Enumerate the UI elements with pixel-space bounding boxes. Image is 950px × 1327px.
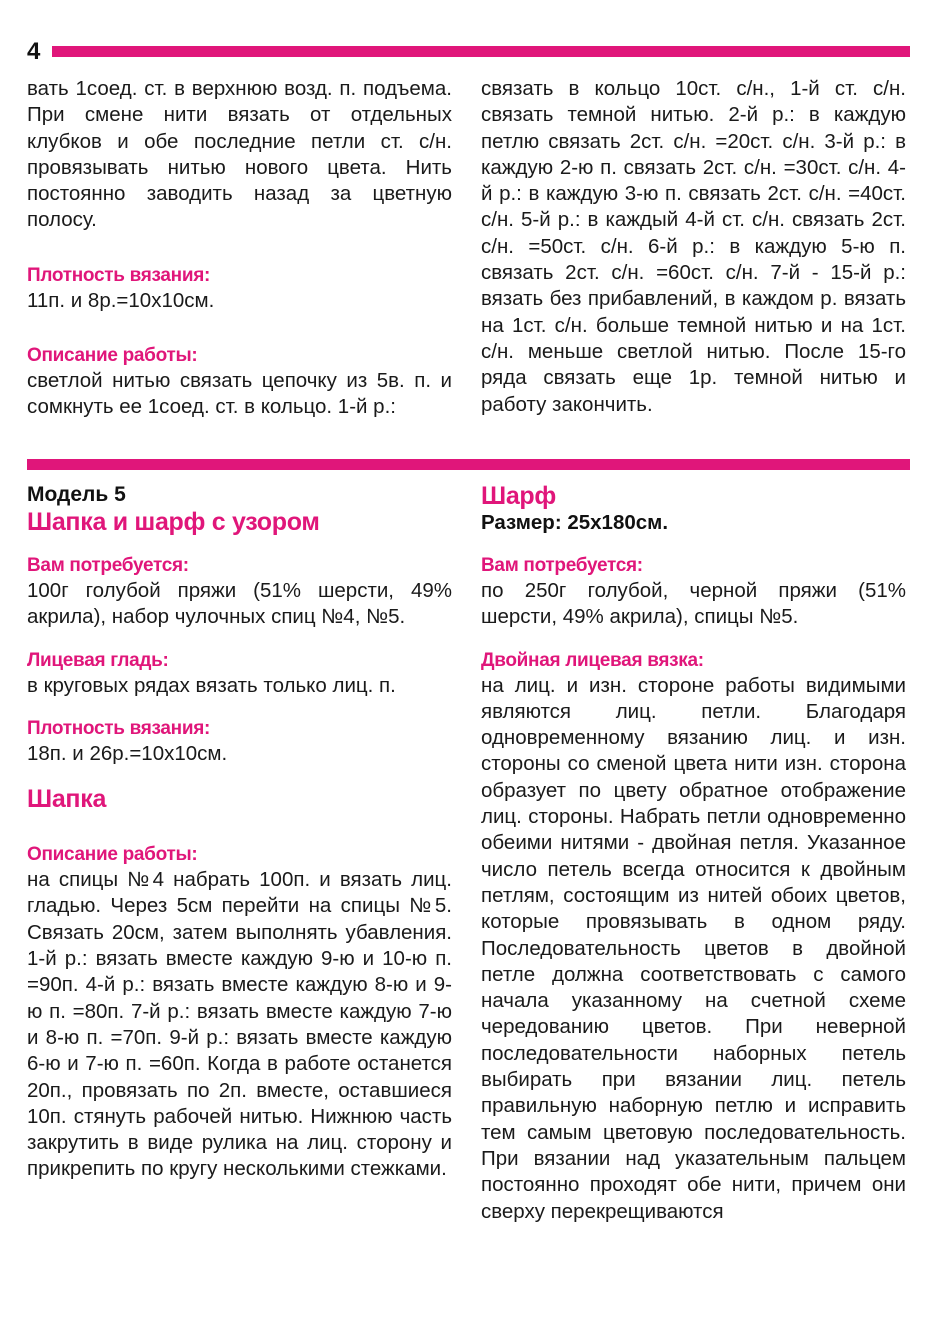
materials-text: по 250г голубой, черной пряжи (51% шерсти, 49% акрила), спицы №5.	[481, 579, 906, 629]
stitch-heading: Лицевая гладь:	[27, 649, 169, 671]
intro-text: вать 1соед. ст. в верхнюю возд. п. подъема. При смене нити вязать от отдельных клубков и обе последние петли ст. с/н. провязывать нитью нового цвета. Нить постоянно заводить назад за цветную полосу.	[27, 77, 452, 232]
density-heading: Плотность вязания:	[27, 264, 211, 286]
materials-text: 100г голубой пряжи (51% шерсти, 49% акрила), набор чулочных спиц №4, №5.	[27, 579, 452, 629]
top-right-column	[481, 76, 906, 418]
density-heading: Плотность вязания:	[27, 717, 211, 739]
bottom-right-column	[481, 482, 906, 1225]
description-heading: Описание работы:	[27, 345, 198, 367]
middle-divider	[27, 459, 910, 470]
top-divider	[52, 46, 910, 57]
description-text: светлой нитью связать цепочку из 5в. п. и сомкнуть ее 1соед. ст. в кольцо. 1-й р.:	[27, 369, 452, 419]
size-text: Размер: 25х180см.	[481, 511, 669, 534]
stitch-heading: Двойная лицевая вязка:	[481, 649, 704, 671]
scarf-heading: Шарф	[481, 482, 556, 510]
top-left-column	[27, 76, 452, 421]
description-text: на спицы №4 набрать 100п. и вязать лиц. гладью. Через 5см перейти на спицы №5. Связать 20см, затем выполнять убавления. 1-й р.: вязать вместе каждую 9-ю и 10-ю п. =90п. 4-й р.: вязать вместе каждую 8-ю и 9-ю п. =80п. 7-й р.: вязать вместе каждую 7-ю и 8-ю п. =70п. 9-й р.: вязать вместе каждую 6-ю и 7-ю п. =60п. Когда в работе останется 20п., провязать по 2п. вместе, оставшиеся 10п. стянуть рабочей нитью. Нижнюю часть закрутить в виде рулика на лиц. сторону и прикрепить по кругу несколькими стежками.	[27, 868, 452, 1181]
model-title: Шапка и шарф с узором	[27, 508, 320, 536]
stitch-text: на лиц. и изн. стороне работы видимыми являются лиц. петли. Благодаря одновременному вязанию лиц. и изн. стороны со сменой цвета нити изн. сторона образует по цвету обратное отображение лиц. стороны. Набрать петли одновременно обеими нитями - двойная петля. Указанное число петель всегда относится к двойным петлям, состоящим из нитей обоих цветов, которые провязывать в одном ряду. Последовательность цветов в двойной петле должна соответствовать с самого начала указанному на счетной схеме чередованию цветов. При неверной последовательности наборных петель выбирать при вязании лиц. петель правильную наборную петлю и исправить тем самым цветовую последовательность. При вязании над указательным пальцем постоянно проходят обе нити, причем они сверху перекрещиваются	[481, 673, 906, 1223]
density-text: 18п. и 26р.=10х10см.	[27, 741, 228, 765]
stitch-text: в круговых рядах вязать только лиц. п.	[27, 673, 396, 697]
density-text: 11п. и 8р.=10х10см.	[27, 288, 215, 312]
materials-heading: Вам потребуется:	[481, 555, 643, 576]
description-heading: Описание работы:	[27, 844, 198, 866]
hat-heading: Шапка	[27, 785, 107, 814]
materials-heading: Вам потребуется:	[27, 555, 189, 576]
page-number: 4	[27, 38, 41, 65]
crochet-instructions: связать в кольцо 10ст. с/н., 1-й ст. с/н. связать темной нитью. 2-й р.: в каждую петлю связать 2ст. с/н. =20ст. с/н. 3-й р.: в каждую 2-ю п. связать 2ст. с/н. =30ст. с/н. 4-й р.: в каждую 3-ю п. связать 2ст. с/н. =40ст. с/н. 5-й р.: в каждый 4-й ст. с/н. связать 2ст. с/н. =50ст. с/н. 6-й р.: в каждую 5-ю п. связать 2ст. с/н. =60ст. с/н. 7-й - 15-й р.: вязать без прибавлений, в каждом р. вязать на 1ст. с/н. больше темной нитью и на 1ст. с/н. меньше светлой нитью. После 15-го ряда связать еще 1р. темной нитью и работу закончить.	[481, 77, 906, 416]
bottom-left-column	[27, 482, 452, 1183]
model-label: Модель 5	[27, 483, 126, 506]
